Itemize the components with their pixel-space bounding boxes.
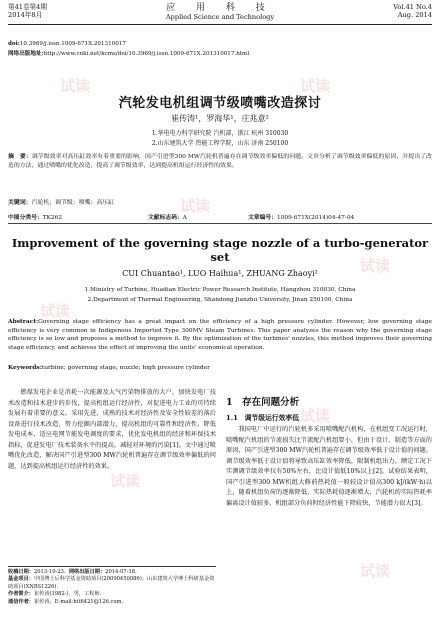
title-cn: 汽轮发电机组调节级喷嘴改造探讨 [118, 96, 322, 111]
doi-value[interactable]: 10.3969/j.issn.1009-671X.201310017 [19, 41, 126, 47]
authors-cn: 崔传涛¹，罗海华¹，庄兆意² [171, 114, 269, 123]
watermark: 试读 [360, 562, 391, 580]
journal-name-en: Applied Science and Technology [165, 13, 275, 21]
clc-value: TK262 [42, 215, 63, 221]
classification-row [8, 212, 432, 221]
affiliations-cn [8, 129, 432, 148]
watermark: 试读 [300, 77, 331, 95]
affiliation-en-2: 2.Department of Thermal Engineering, Shandong Jianzhu University, Jinan 250100, China [87, 296, 353, 303]
body-left-column [8, 388, 216, 472]
authors-en: CUI Chuantao¹, LUO Haihua¹, ZHUANG Zhaoyi² [122, 269, 318, 278]
bio-text: 崔传涛(1982-)，男，工程师. [33, 591, 102, 598]
doi-label: doi: [8, 41, 20, 47]
url-value[interactable]: http://www.cnki.net/kcms/doi/10.3969/j.issn.1009-671X.201310017.html [43, 51, 250, 57]
title-en: Improvement of the governing stage nozzle of a turbo-generator set [11, 236, 429, 264]
contact-label: 通信作者： [8, 598, 34, 605]
url-label: 网络出版地址: [8, 51, 44, 57]
clc [8, 212, 62, 221]
keywords-en-text: turbine; governing stage; nozzle; high pressure cylinder [41, 365, 210, 371]
url-line [8, 50, 432, 58]
watermark: 试读 [300, 407, 331, 425]
watermark: 试读 [360, 257, 391, 275]
affiliations-en [8, 286, 432, 305]
footnote [8, 566, 216, 606]
article-number-label: 文章编号： [248, 215, 277, 221]
date-en: Aug. 2014 [397, 11, 432, 19]
online-date: 2014-07-18. [105, 569, 137, 575]
section-heading: 1 存在问题分析 [226, 397, 300, 408]
keywords-cn [8, 199, 432, 208]
doc-code-label: 文献标志码： [148, 215, 183, 221]
doc-code-value: A [182, 215, 187, 221]
watermark: 试读 [180, 197, 211, 215]
date-cn: 2014年8月 [8, 11, 43, 19]
header-rule [8, 24, 432, 25]
affiliation-en-1: 1.Ministry of Turbine, Huadian Electric Power Research Institute, Hangzhou 310030, China [84, 287, 356, 293]
section-rule [8, 223, 432, 224]
intro-paragraph: 燃煤发电企业是消耗一次能源及大气污染物排放的大户，加快发电厂技术改造和技术进步的步伐，提高机组运行经济性，对促进电力工业的可持续发展有着重要的意义。采用先进、成熟的技术对经济性及安全性较差的落后设备进行技术改造，努力挖掘内部潜力，提高机组的可靠性和经济性，降低发电成本，适应电网节能发电调度的要求，优化发电机组的经济和环保技术指标，促进发电厂技术装备水平的提高，减轻对环境的污染[1]。文中通过喷嘴优化改造，解决国产引进型300 MW汽轮机普遍存在调节级效率偏低的问题，达到提高机组运行经济性的效果。 [8, 389, 216, 470]
watermark: 试读 [60, 77, 91, 95]
section-paragraph: 我国电厂中运行的汽轮机多采用喷嘴配汽机构，在机组变工况运行时，喷嘴配汽机组的节流损失比节流配汽机组要小，但由于设计、制造等方面的原因，国产引进型300 MW汽轮机普遍存在调节级效率低于设计值的问题。调节级效率低于设计值将导致高压缸效率降低，限制机组出力。额定工况下实测调节级效率仅有50%左右，比设计值低10%以上[2]。试验结果表明，国产引进型300 MW机组大修前热耗值一般较设计值高300 kJ/(kW·h)以上，随着机组负荷的逐渐降低，实际热耗值逐渐增大，汽轮机的实际热耗率偏离设计值较多，机组部分负荷时经济性能下降较快，节能潜力很大[3]。 [226, 426, 432, 507]
clc-label: 中图分类号： [8, 215, 43, 221]
volume-en: Vol.41 No.4 [393, 3, 432, 11]
doc-code [148, 212, 187, 221]
article-number-value: 1009-671X(2014)04-47-04 [277, 215, 355, 221]
abstract-en-label: Abstract: [8, 318, 39, 325]
online-label: 网络出版日期： [68, 569, 106, 575]
body-right-column [226, 388, 432, 509]
keywords-en-label: Keywords: [8, 364, 42, 371]
abstract-cn [8, 153, 432, 170]
journal-name-cn: 应 用 科 技 [166, 3, 274, 13]
doi-line [8, 40, 432, 48]
subsection-heading: 1.1 调节级运行效率低 [226, 413, 299, 422]
affiliation-cn-2: 2.山东建筑大学 热能工程学院，山东 济南 250100 [151, 139, 289, 147]
keywords-cn-text: 汽轮机；调节级；喷嘴；高压缸 [31, 200, 115, 206]
article-number [248, 212, 354, 221]
keywords-cn-label: 关键词： [8, 199, 32, 206]
bio-label: 作者简介： [8, 591, 34, 598]
affiliation-cn-1: 1.华电电力科学研究院 汽机部，浙江 杭州 310030 [151, 130, 289, 137]
abstract-en-text: Governing stage efficiency has a great impact on the efficiency of a high pressure cylinder. However, low governing stage efficiency is very common in Indigenous Imported Type 300MV Steam Turbines. This paper analyzes the reason why the governing stage efficiency is so low and proposes a method to improve it. By the optimization of the turbines' nozzles, this method improves their governing stage efficiency, and achieves the effect of improving the units' economical operation. [8, 319, 432, 351]
received-date: 2013-10-23. [33, 569, 66, 575]
journal-header [8, 3, 432, 29]
fund-text: 中国博士后科学基金资助项目(20090450086)；山东建筑大学博士科研基金资助项目(XNBS1226). [8, 576, 215, 590]
abstract-cn-label: 摘 要： [8, 153, 32, 160]
abstract-en [8, 318, 432, 352]
watermark: 试读 [110, 472, 141, 490]
fund-label: 基金项目： [8, 576, 34, 583]
watermark: 试读 [40, 302, 71, 320]
contact-text[interactable]: 崔传涛，E-mail:hit6421@126.com. [33, 598, 124, 605]
keywords-en [8, 364, 432, 373]
volume-cn: 第41卷第4期 [8, 3, 47, 11]
received-label: 收稿日期： [8, 569, 34, 575]
abstract-cn-text: 调节级效率对高压缸效率有着重要的影响，国产引进型300 MW汽轮机普遍存在调节级效率偏低的问题。文章分析了调节级效率偏低的原因，并提出了改造的方法，通过喷嘴的优化改造，提高了调节级效率，达到提高机组运行经济性的效果。 [8, 154, 433, 169]
